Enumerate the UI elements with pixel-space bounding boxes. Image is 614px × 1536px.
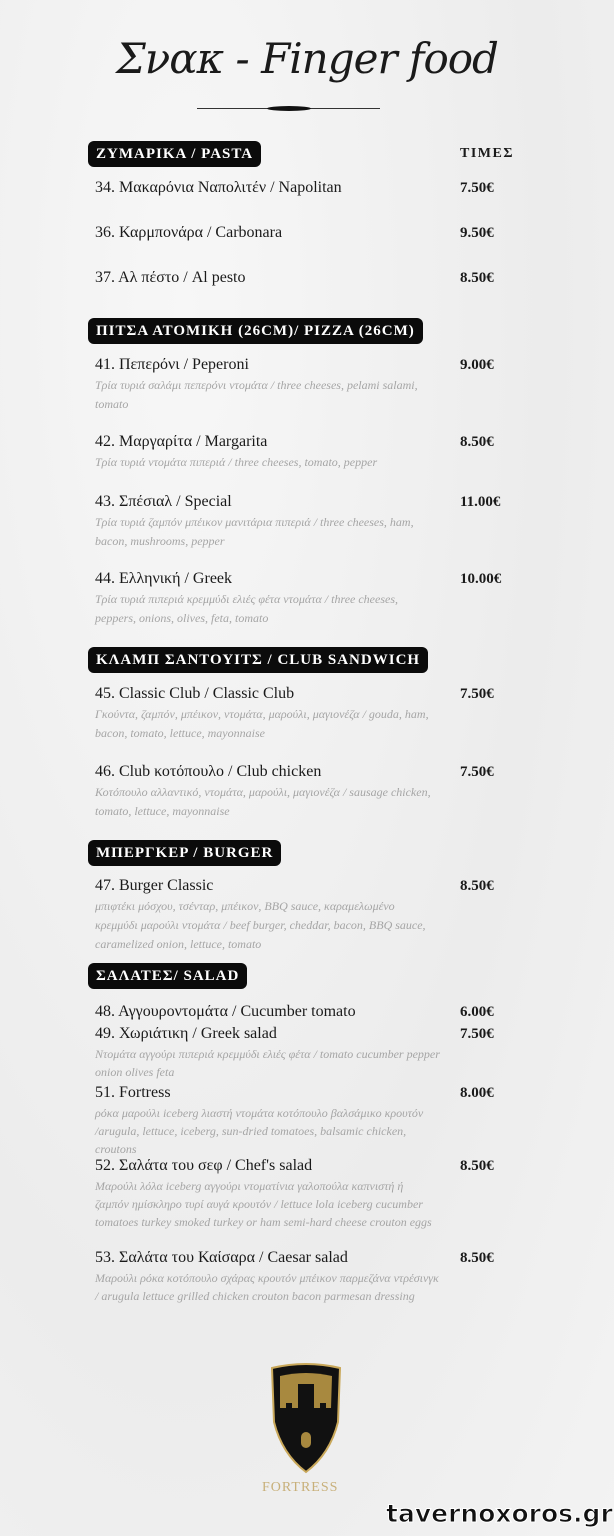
item-description: Τρία τυριά ντομάτα πιπεριά / three cheeses, tomato, pepper xyxy=(95,455,378,469)
menu-item xyxy=(95,876,525,954)
item-description: Μαρούλι λόλα iceberg αγγούρι ντοματίνια γαλοπούλα καπνιστή ή ζαμπόν ημίσκληρο τυρί αυγά κρουτόν / lettuce lola iceberg cucumber tomatoes turkey smoked turkey or ham semi-hard cheese crouton eggs xyxy=(95,1179,432,1229)
item-name: 34. Μακαρόνια Ναπολιτέν / Napolitan xyxy=(95,179,342,196)
menu-item xyxy=(95,268,525,288)
item-price: 9.50€ xyxy=(460,225,494,241)
item-name: 46. Club κοτόπουλο / Club chicken xyxy=(95,763,322,780)
watermark: tavernoxoros.gr xyxy=(386,1499,613,1528)
item-price: 8.50€ xyxy=(460,270,494,286)
section-header-pasta: ΖΥΜΑΡΙΚΑ / PASTA xyxy=(88,141,261,167)
item-description: Μαρούλι ρόκα κοτόπουλο σχάρας κρουτόν μπέικον παρμεζάνα ντρέσινγκ / arugula lettuce grilled chicken crouton bacon parmesan dressing xyxy=(95,1271,439,1303)
item-description: Γκούντα, ζαμπόν, μπέικον, ντομάτα, μαρούλι, μαγιονέζα / gouda, ham, bacon, tomato, lettuce, mayonnaise xyxy=(95,707,429,740)
item-name: 53. Σαλάτα του Καίσαρα / Caesar salad xyxy=(95,1249,348,1266)
item-name: 48. Αγγουροντομάτα / Cucumber tomato xyxy=(95,1003,356,1020)
menu-item xyxy=(95,1083,525,1158)
item-price: 8.50€ xyxy=(460,878,494,894)
item-name: 41. Πεπερόνι / Peperoni xyxy=(95,356,249,373)
item-price: 7.50€ xyxy=(460,686,494,702)
item-name: 47. Burger Classic xyxy=(95,877,214,894)
item-name: 37. Αλ πέστο / Al pesto xyxy=(95,269,246,286)
item-description: Τρία τυριά σαλάμι πεπερόνι ντομάτα / three cheeses, pelami salami, tomato xyxy=(95,378,418,411)
section-header-burger: ΜΠΕΡΓΚΕΡ / BURGER xyxy=(88,840,281,866)
menu-item xyxy=(95,355,525,414)
item-price: 10.00€ xyxy=(460,571,502,587)
item-price: 11.00€ xyxy=(460,494,501,510)
fortress-shield-logo xyxy=(268,1362,344,1474)
section-header-salad: ΣΑΛΑΤΕΣ/ SALAD xyxy=(88,963,247,989)
item-name: 45. Classic Club / Classic Club xyxy=(95,685,295,702)
item-name: 44. Ελληνική / Greek xyxy=(95,570,233,587)
item-price: 7.50€ xyxy=(460,764,494,780)
item-name: 42. Μαργαρίτα / Margarita xyxy=(95,433,268,450)
item-name: 51. Fortress xyxy=(95,1084,171,1101)
item-name: 52. Σαλάτα του σεφ / Chef's salad xyxy=(95,1157,313,1174)
section-header-pizza: ΠΙΤΣΑ ΑΤΟΜΙΚΗ (26CM)/ PIZZA (26CM) xyxy=(88,318,423,344)
item-name: 43. Σπέσιαλ / Special xyxy=(95,493,232,510)
menu-item xyxy=(95,432,525,472)
item-description: Τρία τυριά πιπεριά κρεμμύδι ελιές φέτα ντομάτα / three cheeses, peppers, onions, olives, feta, tomato xyxy=(95,592,398,625)
item-description: ρόκα μαρούλι iceberg λιαστή ντομάτα κοτόπουλο βαλσάμικο κρουτόν /arugula, lettuce, iceberg, sun-dried tomatoes, balsamic chicken, croutons xyxy=(95,1106,424,1156)
menu-item xyxy=(95,762,525,821)
item-price: 8.50€ xyxy=(460,1158,494,1174)
item-price: 8.00€ xyxy=(460,1085,494,1101)
brand-name: FORTRESS xyxy=(262,1480,339,1495)
item-price: 8.50€ xyxy=(460,1250,494,1266)
menu-item xyxy=(95,1024,525,1081)
item-price: 7.50€ xyxy=(460,180,494,196)
menu-item xyxy=(95,569,525,628)
item-description: Τρία τυριά ζαμπόν μπέικον μανιτάρια πιπεριά / three cheeses, ham, bacon, mushrooms, pepper xyxy=(95,515,414,548)
item-name: 49. Χωριάτικη / Greek salad xyxy=(95,1025,277,1042)
item-price: 6.00€ xyxy=(460,1004,494,1020)
menu-item xyxy=(95,492,525,551)
menu-item xyxy=(95,684,525,743)
item-name: 36. Καρμπονάρα / Carbonara xyxy=(95,224,283,241)
item-price: 9.00€ xyxy=(460,357,494,373)
item-price: 7.50€ xyxy=(460,1026,494,1042)
section-header-club-sandwich: ΚΛΑΜΠ ΣΑΝΤΟΥΙΤΣ / CLUB SANDWICH xyxy=(88,647,428,673)
menu-item xyxy=(95,1156,525,1231)
item-description: Ντομάτα αγγούρι πιπεριά κρεμμύδι ελιές φέτα / tomato cucumber pepper onion olives feta xyxy=(95,1047,440,1079)
item-price: 8.50€ xyxy=(460,434,494,450)
title-divider xyxy=(197,108,380,109)
item-description: μπιφτέκι μόσχου, τσένταρ, μπέικον, BBQ sauce, καραμελωμένο κρεμμύδι μαρούλι ντομάτα / beef burger, cheddar, bacon, BBQ sauce, caramelized onion, lettuce, tomato xyxy=(95,899,426,951)
menu-item xyxy=(95,1002,525,1022)
prices-header: ΤΙΜΕΣ xyxy=(460,146,514,161)
item-description: Κοτόπουλο αλλαντικό, ντομάτα, μαρούλι, μαγιονέζα / sausage chicken, tomato, lettuce, mayonnaise xyxy=(95,785,431,818)
menu-item xyxy=(95,223,525,243)
menu-item xyxy=(95,1248,525,1305)
page-title: Σνακ - Finger food xyxy=(116,34,498,83)
menu-item xyxy=(95,178,525,198)
